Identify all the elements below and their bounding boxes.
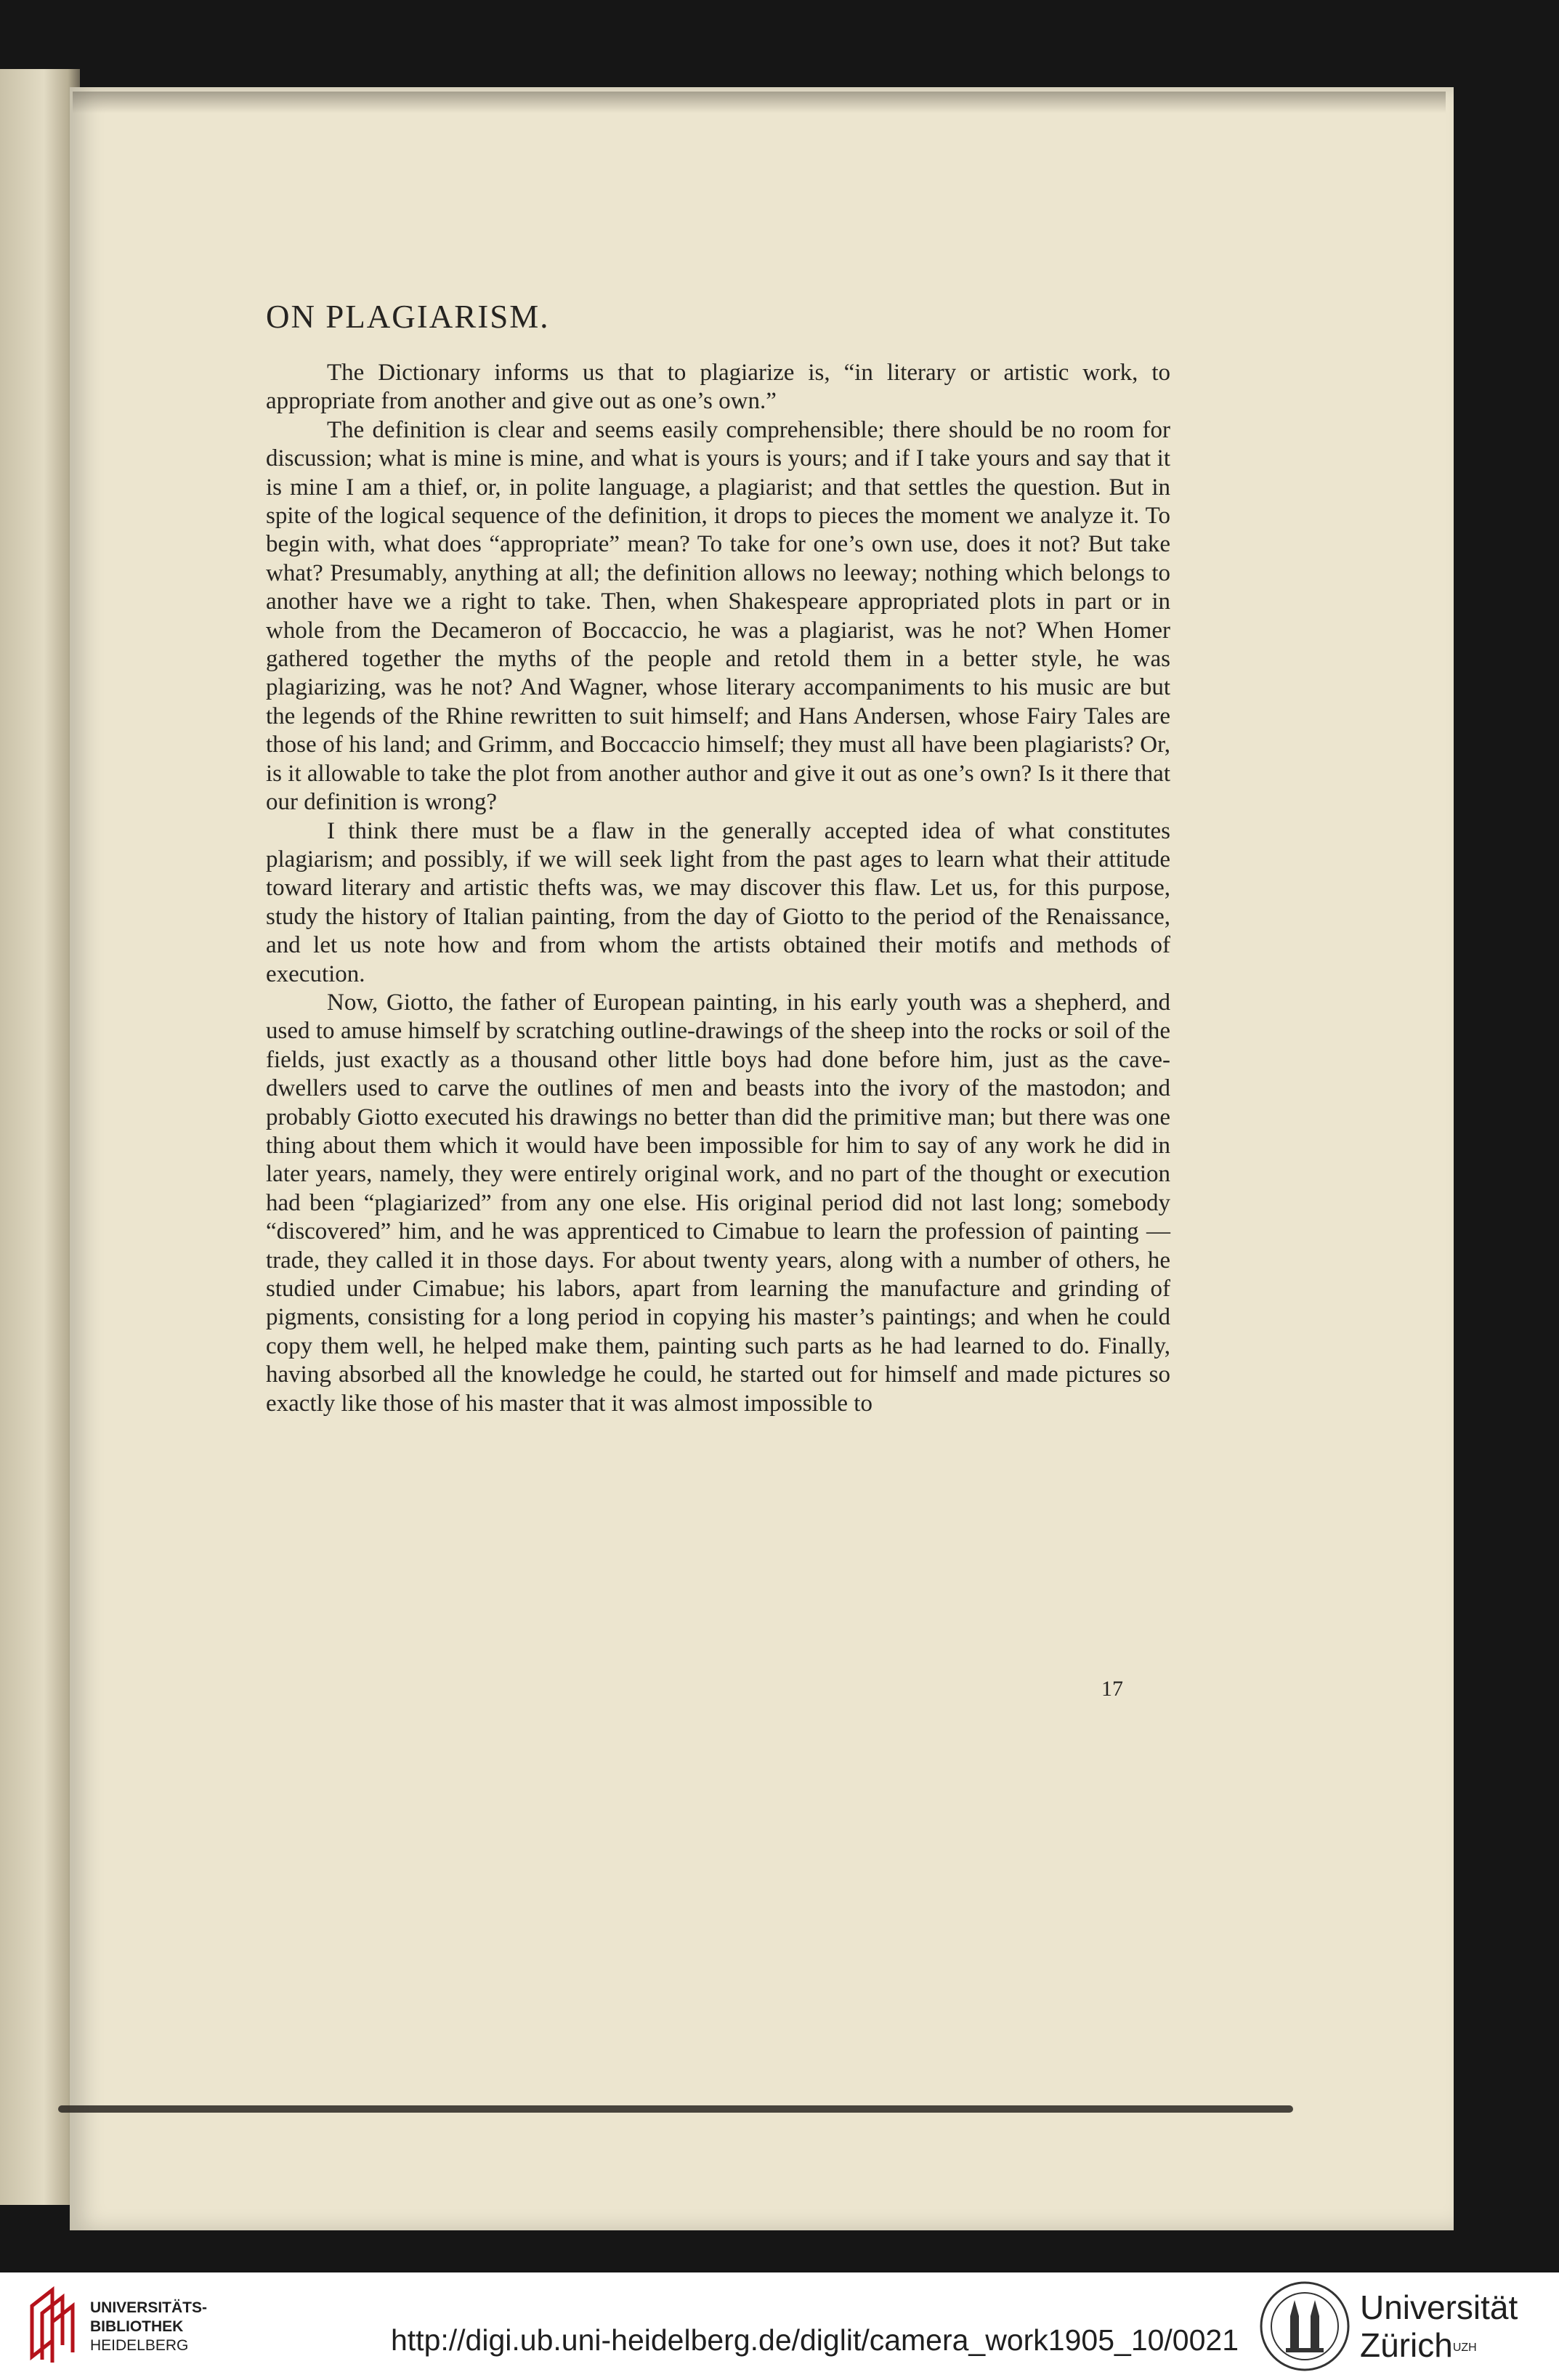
library-name-line-1: UNIVERSITÄTS- bbox=[90, 2299, 208, 2316]
permalink-url[interactable]: http://digi.ub.uni-heidelberg.de/diglit/camera_work1905_10/0021 bbox=[391, 2323, 1239, 2357]
university-wordmark bbox=[1360, 2288, 1518, 2364]
page-heading: ON PLAGIARISM. bbox=[266, 299, 550, 335]
university-name-line-1: Universität bbox=[1360, 2288, 1518, 2326]
paragraph-1: The Dictionary informs us that to plagiarize is, “in literary or artistic work, to appropriate from another and give out as one’s own.” bbox=[266, 360, 1170, 415]
university-name-line-2 bbox=[1360, 2326, 1518, 2364]
paragraph-3: I think there must be a flaw in the generally accepted idea of what constitutes plagiarism; and possibly, if we will seek light from the past ages to learn what their attitude toward literary and artistic thefts was, we may discover this flaw. Let us, for this purpose, study the history of Italian painting, from the day of Giotto to the period of the Renaissance, and let us note how and from whom the artists obtained their motifs and methods of execution. bbox=[266, 817, 1170, 987]
heidelberg-library-wordmark bbox=[90, 2299, 207, 2355]
heidelberg-library-logo-icon[interactable] bbox=[26, 2284, 80, 2364]
library-name-line-2: BIBLIOTHEK bbox=[90, 2318, 184, 2335]
text-block bbox=[266, 298, 1170, 1418]
page-bottom-edge bbox=[58, 2105, 1293, 2113]
page-number: 17 bbox=[1101, 1677, 1123, 1701]
university-abbreviation: UZH bbox=[1452, 2341, 1477, 2354]
library-name-line-3: HEIDELBERG bbox=[90, 2337, 189, 2354]
viewer-footer bbox=[0, 2272, 1559, 2380]
book-left-edge bbox=[0, 69, 80, 2205]
paragraph-2: The definition is clear and seems easily comprehensible; there should be no room for discussion; what is mine is mine, and what is yours is yours; and if I take yours and say that it is mine I am a thief, or, in polite language, a plagiarist; and that settles the question. But in spite of the logical sequence of the definition, it drops to pieces the moment we analyze it. To begin with, what does “appropriate” mean? To take for one’s own use, does it not? But take what? Presumably, anything at all; the definition allows no leeway; nothing which belongs to another have we a right to take. Then, when Shakespeare appropriated plots in part or in whole from the Decameron of Boccaccio, he was a plagiarist, was he not? When Homer gathered together the myths of the people and retold them in a better style, he was plagiarizing, was he not? And Wagner, whose literary accompaniments to his music are but the legends of the Rhine rewritten to suit himself; and Hans Andersen, whose Fairy Tales are those of his land; and Grimm, and Boccaccio himself; they must all have been plagiarists? Or, is it allowable to take the plot from another author and give it out as one’s own? Is it there that our definition is wrong? bbox=[266, 416, 1170, 816]
university-seal-icon[interactable] bbox=[1257, 2278, 1353, 2374]
page-top-shadow bbox=[73, 92, 1446, 113]
paragraph-4: Now, Giotto, the father of European painting, in his early youth was a shepherd, and used to amuse himself by scratching outline-drawings of the sheep into the rocks or soil of the fields, just exactly as a thousand other little boys had done before him, just as the cave-dwellers used to carve the outlines of men and beasts into the ivory of the mastodon; and probably Giotto executed his drawings no better than did the primitive man; but there was one thing about them which it would have been impossible for him to say of any work he did in later years, namely, they were entirely original work, and no part of the thought or execution had been “plagiarized” from any one else. His original period did not last long; somebody “discovered” him, and he was apprenticed to Cimabue to learn the profession of painting —trade, they called it in those days. For about twenty years, along with a number of others, he studied under Cimabue; his labors, apart from learning the manufacture and grinding of pigments, consisting for a long period in copying his master’s paintings; and when he could copy them well, he helped make them, painting such parts as he had learned to do. Finally, having absorbed all the knowledge he could, he started out for himself and made pictures so exactly like those of his master that it was almost impossible to bbox=[266, 989, 1170, 1417]
university-city: Zürich bbox=[1360, 2326, 1453, 2364]
